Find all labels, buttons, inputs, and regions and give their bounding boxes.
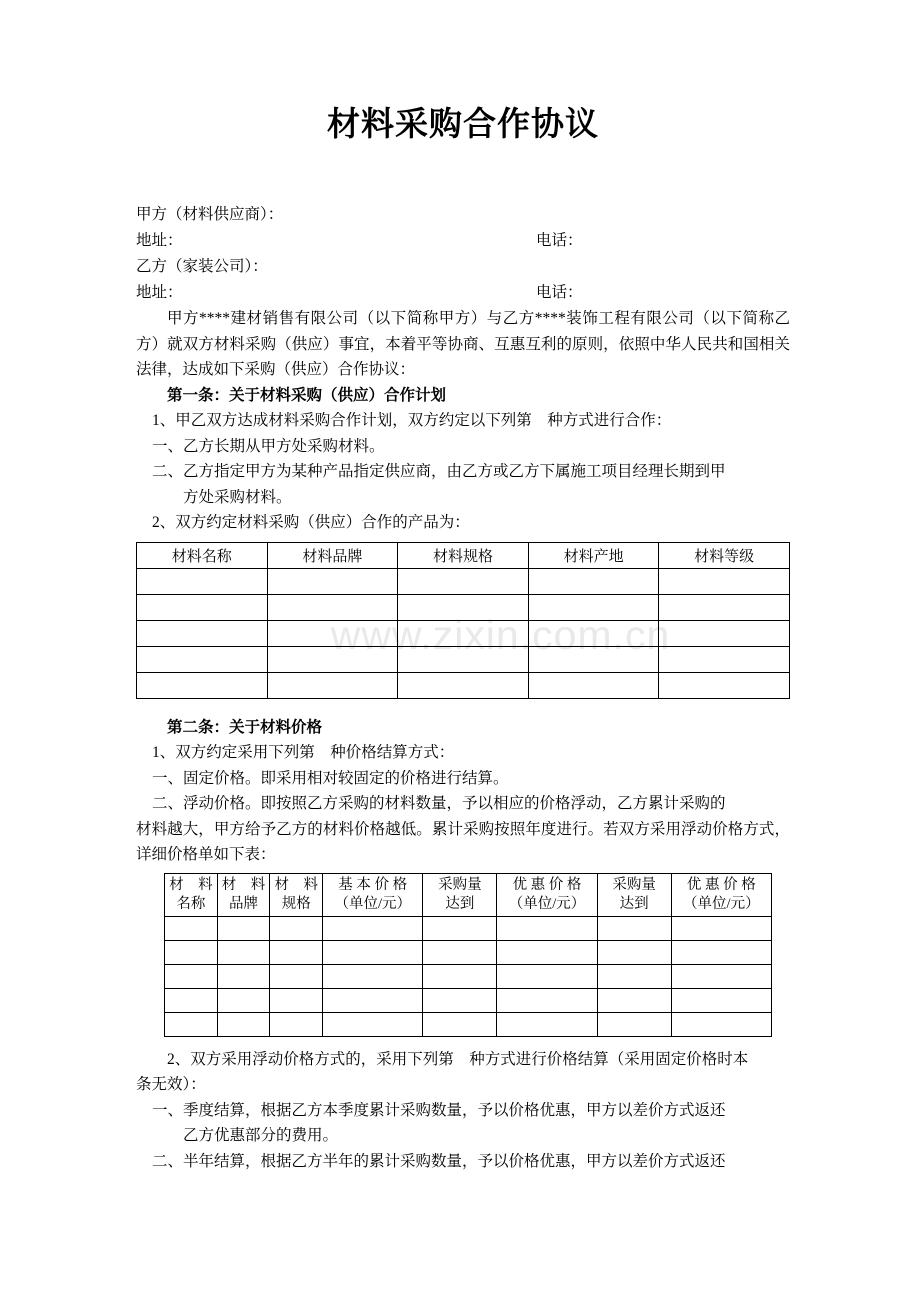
materials-cell[interactable] — [659, 594, 790, 620]
price-cell[interactable] — [165, 916, 218, 940]
materials-cell[interactable] — [137, 646, 268, 672]
price-cell[interactable] — [597, 940, 671, 964]
table-row[interactable] — [165, 988, 772, 1012]
party-a-phone-label: 电话： — [536, 232, 583, 250]
materials-cell[interactable] — [659, 620, 790, 646]
price-cell[interactable] — [497, 988, 597, 1012]
price-cell[interactable] — [217, 1012, 270, 1036]
materials-col-name: 材料名称 — [137, 542, 268, 568]
price-cell[interactable] — [671, 940, 771, 964]
materials-cell[interactable] — [528, 620, 659, 646]
price-cell[interactable] — [497, 916, 597, 940]
table-row[interactable] — [137, 594, 790, 620]
price-cell[interactable] — [270, 964, 323, 988]
party-a-address-line — [136, 228, 790, 254]
price-cell[interactable] — [597, 1012, 671, 1036]
price-cell[interactable] — [671, 988, 771, 1012]
price-cell[interactable] — [217, 988, 270, 1012]
clause-one-item-1: 1、甲乙双方达成材料采购合作计划，双方约定以下列第 种方式进行合作： — [152, 412, 672, 430]
price-cell[interactable] — [597, 988, 671, 1012]
table-header-row — [165, 873, 772, 916]
table-row[interactable] — [165, 964, 772, 988]
table-row[interactable] — [165, 940, 772, 964]
materials-cell[interactable] — [267, 594, 398, 620]
price-col-discount-price-1: 优 惠 价 格 （单位/元） — [497, 873, 597, 916]
materials-cell[interactable] — [137, 594, 268, 620]
clause-two-item-2-sub-1 — [136, 1098, 790, 1149]
party-b-label: 乙方（家装公司）： — [136, 258, 268, 276]
price-col-material-spec: 材 料 规格 — [270, 873, 323, 916]
price-col-material-name: 材 料 名称 — [165, 873, 218, 916]
materials-cell[interactable] — [398, 646, 529, 672]
materials-cell[interactable] — [398, 568, 529, 594]
table-row[interactable] — [137, 620, 790, 646]
clause-one-item-1-sub-2-line-2: 方处采购材料。 — [183, 488, 292, 506]
clause-one-heading: 第一条：关于材料采购（供应）合作计划 — [167, 386, 447, 404]
price-cell[interactable] — [270, 1012, 323, 1036]
materials-cell[interactable] — [137, 672, 268, 698]
party-b-address-line — [136, 280, 790, 306]
materials-cell[interactable] — [528, 568, 659, 594]
party-a-line — [136, 202, 790, 228]
materials-table — [136, 542, 790, 699]
clause-one-item-1-sub-1: 一、乙方长期从甲方处采购材料。 — [152, 437, 385, 455]
price-col-discount-price-2: 优 惠 价 格 （单位/元） — [671, 873, 771, 916]
clause-two-item-1-sub-2-line-2: 材料越大，甲方给予乙方的材料价格越低。累计采购按照年度进行。若双方采用浮动价格方式，详细价格单如下表： — [136, 820, 790, 864]
materials-cell[interactable] — [267, 620, 398, 646]
table-row[interactable] — [165, 916, 772, 940]
price-cell[interactable] — [165, 988, 218, 1012]
clause-two-item-2-sub-1-line-2: 乙方优惠部分的费用。 — [183, 1127, 339, 1145]
price-cell[interactable] — [423, 964, 497, 988]
price-cell[interactable] — [597, 916, 671, 940]
party-b-line — [136, 254, 790, 280]
party-b-address-label: 地址： — [136, 284, 183, 302]
page-title: 材料采购合作协议 — [327, 107, 599, 143]
price-cell[interactable] — [270, 916, 323, 940]
price-cell[interactable] — [217, 916, 270, 940]
price-table — [164, 873, 772, 1037]
clause-two-item-2-line-1: 2、双方采用浮动价格方式的，采用下列第 种方式进行价格结算（采用固定价格时本 — [167, 1050, 749, 1068]
price-cell[interactable] — [423, 916, 497, 940]
clause-one-item-2: 2、双方约定材料采购（供应）合作的产品为： — [152, 514, 470, 532]
price-cell[interactable] — [323, 1012, 423, 1036]
watermark-text: www.zixin.com.cn — [330, 612, 671, 658]
price-cell[interactable] — [165, 964, 218, 988]
table-row[interactable] — [137, 646, 790, 672]
clause-one-item-1-sub-2-line-1: 二、乙方指定甲方为某种产品指定供应商，由乙方或乙方下属施工项目经理长期到甲 — [152, 463, 726, 481]
table-header-row — [137, 542, 790, 568]
materials-cell[interactable] — [267, 646, 398, 672]
price-col-base-price: 基 本 价 格 （单位/元） — [323, 873, 423, 916]
price-cell[interactable] — [323, 916, 423, 940]
clause-two-heading: 第二条：关于材料价格 — [167, 718, 323, 736]
materials-cell[interactable] — [659, 568, 790, 594]
price-cell[interactable] — [497, 964, 597, 988]
clause-two-item-2-sub-2: 二、半年结算，根据乙方半年的累计采购数量，予以价格优惠，甲方以差价方式返还 — [152, 1152, 726, 1170]
price-table-wrapper — [136, 873, 790, 1037]
materials-cell[interactable] — [398, 672, 529, 698]
materials-col-brand: 材料品牌 — [267, 542, 398, 568]
materials-cell[interactable] — [659, 646, 790, 672]
materials-cell[interactable] — [398, 620, 529, 646]
materials-col-spec: 材料规格 — [398, 542, 529, 568]
party-b-phone-label: 电话： — [536, 284, 583, 302]
price-cell[interactable] — [671, 916, 771, 940]
materials-col-grade: 材料等级 — [659, 542, 790, 568]
price-col-material-brand: 材 料 品牌 — [217, 873, 270, 916]
price-cell[interactable] — [671, 964, 771, 988]
preamble-paragraph: 甲方****建材销售有限公司（以下简称甲方）与乙方****装饰工程有限公司（以下简称乙方）就双方材料采购（供应）事宜，本着平等协商、互惠互利的原则，依照中华人民共和国相关法律，达成如下采购（供应）合作协议： — [136, 310, 790, 379]
price-cell[interactable] — [270, 940, 323, 964]
price-col-qty-1: 采购量 达到 — [423, 873, 497, 916]
price-cell[interactable] — [270, 988, 323, 1012]
price-cell[interactable] — [597, 964, 671, 988]
price-cell[interactable] — [423, 988, 497, 1012]
price-cell[interactable] — [323, 988, 423, 1012]
price-cell[interactable] — [323, 940, 423, 964]
party-a-address-label: 地址： — [136, 232, 183, 250]
price-col-qty-2: 采购量 达到 — [597, 873, 671, 916]
materials-cell[interactable] — [137, 620, 268, 646]
price-cell[interactable] — [323, 964, 423, 988]
document-content — [136, 0, 790, 1174]
price-cell[interactable] — [165, 940, 218, 964]
price-cell[interactable] — [217, 964, 270, 988]
table-row[interactable] — [137, 568, 790, 594]
price-cell[interactable] — [217, 940, 270, 964]
materials-cell[interactable] — [528, 594, 659, 620]
materials-cell[interactable] — [137, 568, 268, 594]
table-row[interactable] — [165, 1012, 772, 1036]
materials-cell[interactable] — [267, 568, 398, 594]
clause-two-item-2-sub-1-line-1: 一、季度结算，根据乙方本季度累计采购数量，予以价格优惠，甲方以差价方式返还 — [152, 1101, 726, 1119]
materials-col-origin: 材料产地 — [528, 542, 659, 568]
clause-one-item-1-sub-2 — [136, 459, 790, 510]
price-cell[interactable] — [497, 1012, 597, 1036]
clause-two-item-1: 1、双方约定采用下列第 种价格结算方式： — [152, 744, 455, 762]
clause-two-item-1-sub-2-line-1: 二、浮动价格。即按照乙方采购的材料数量，予以相应的价格浮动，乙方累计采购的 — [152, 795, 726, 813]
price-cell[interactable] — [671, 1012, 771, 1036]
price-cell[interactable] — [165, 1012, 218, 1036]
clause-two-item-1-sub-1: 一、固定价格。即采用相对较固定的价格进行结算。 — [152, 769, 509, 787]
price-cell[interactable] — [423, 940, 497, 964]
materials-cell[interactable] — [528, 646, 659, 672]
materials-cell[interactable] — [398, 594, 529, 620]
materials-cell[interactable] — [267, 672, 398, 698]
clause-two-item-2-line-2: 条无效）： — [136, 1076, 206, 1094]
table-row[interactable] — [137, 672, 790, 698]
parties-block — [136, 202, 790, 306]
party-a-label: 甲方（材料供应商）： — [136, 206, 284, 224]
price-cell[interactable] — [423, 1012, 497, 1036]
price-cell[interactable] — [497, 940, 597, 964]
materials-cell[interactable] — [659, 672, 790, 698]
materials-cell[interactable] — [528, 672, 659, 698]
